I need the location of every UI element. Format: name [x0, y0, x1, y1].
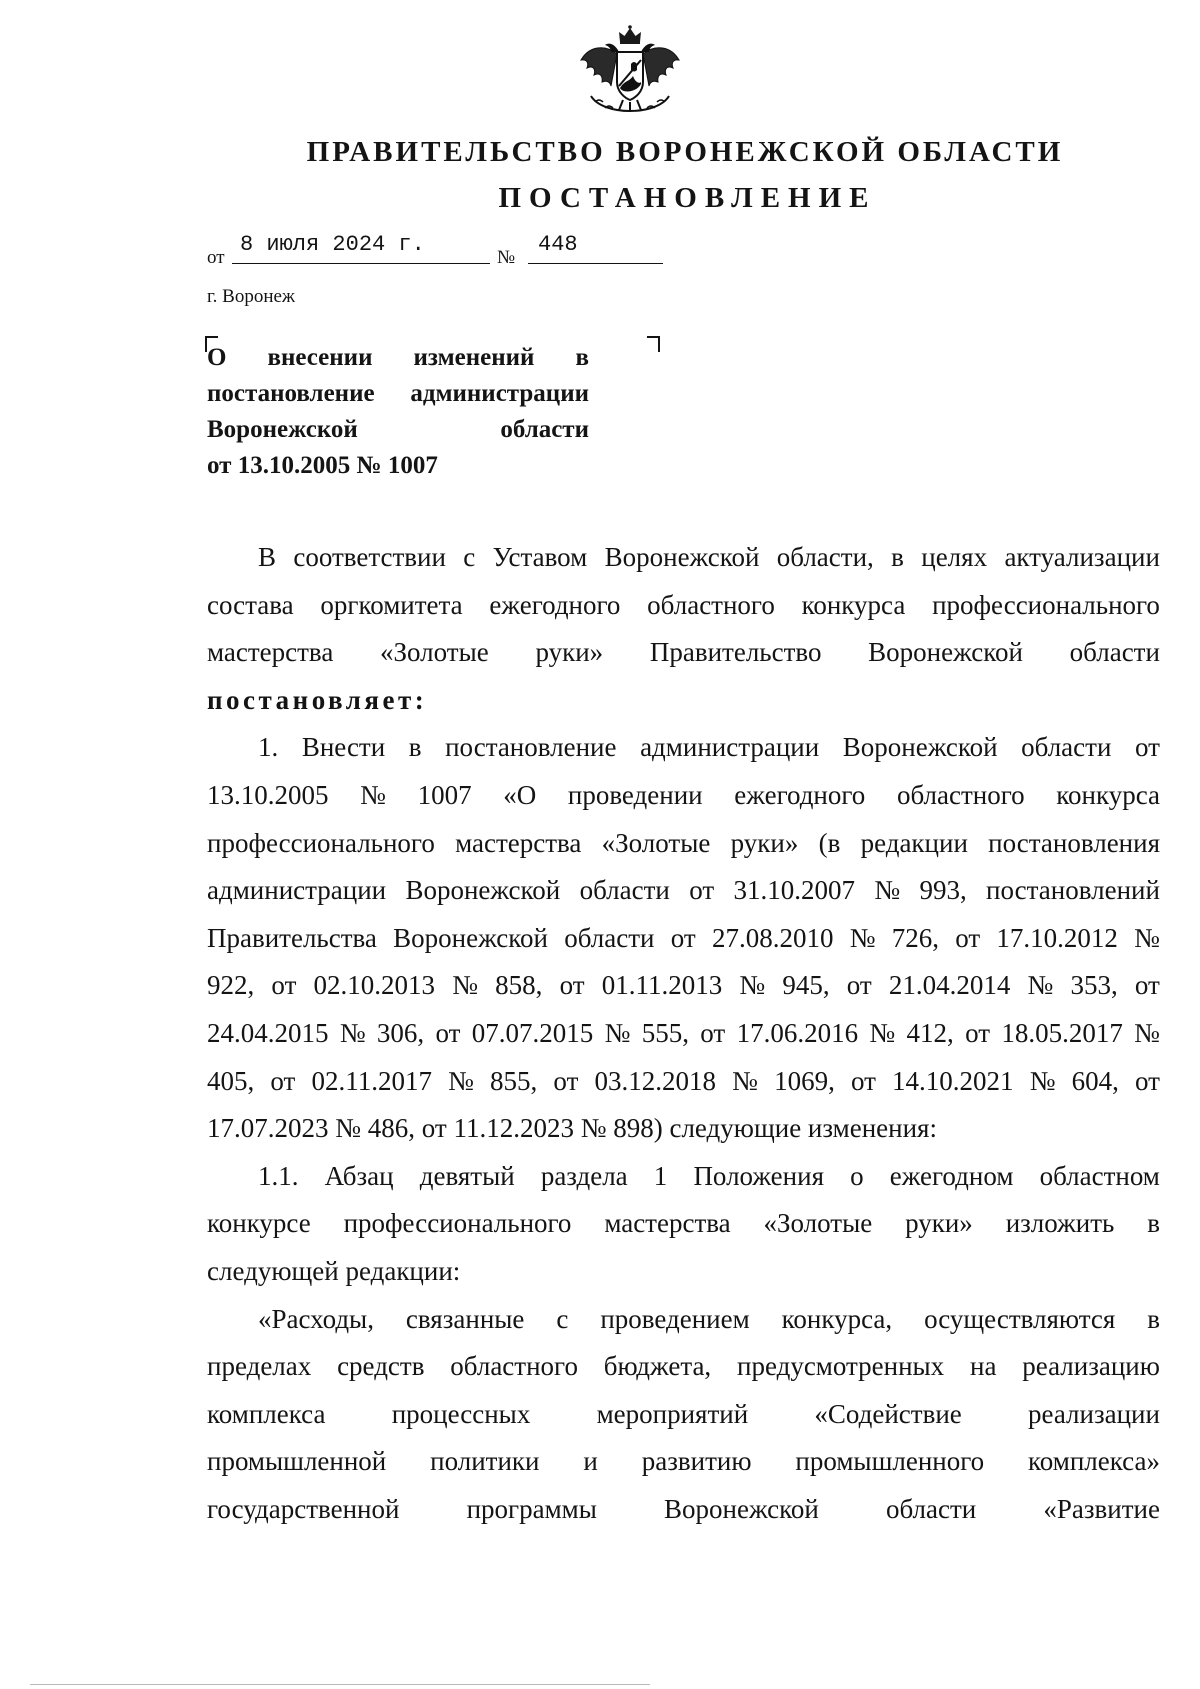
- word: от: [435, 1017, 461, 1048]
- word: и: [583, 1446, 598, 1477]
- word: профессионального: [343, 1208, 572, 1239]
- word: государственной: [207, 1493, 400, 1524]
- word: №: [874, 875, 901, 906]
- word: №: [869, 1017, 896, 1048]
- word: 858,: [495, 970, 543, 1001]
- word: реализацию: [1022, 1351, 1160, 1382]
- word: от: [270, 1065, 296, 1096]
- word: №: [1027, 970, 1054, 1001]
- word: с: [463, 542, 476, 572]
- decree-word: постановляет:: [207, 684, 428, 715]
- word: 17.10.2012: [996, 922, 1118, 953]
- word: целях: [921, 542, 988, 572]
- word: Внести: [301, 732, 386, 763]
- word: мастерства: [455, 827, 582, 858]
- word: от: [846, 970, 872, 1001]
- word: области: [500, 416, 589, 443]
- word: 02.10.2013: [313, 970, 436, 1001]
- word: О: [207, 344, 227, 371]
- word: «Золотые: [763, 1208, 873, 1239]
- word: состава: [207, 589, 294, 620]
- word: областном: [1039, 1160, 1160, 1191]
- document-number: 448: [538, 232, 578, 257]
- document-type: ПОСТАНОВЛЕНИЕ: [498, 182, 877, 214]
- word: в: [408, 732, 422, 763]
- word: в: [1147, 1208, 1160, 1239]
- p4-line-5: [207, 1486, 1160, 1534]
- word: руки»: [535, 637, 604, 668]
- p2-line-6: [207, 962, 1160, 1010]
- word: средств: [337, 1351, 425, 1382]
- word: Абзац: [324, 1160, 394, 1191]
- word: администрации: [207, 875, 387, 906]
- word: 555,: [641, 1017, 689, 1048]
- word: бюджета,: [603, 1351, 712, 1382]
- word: профессионального: [932, 589, 1160, 620]
- word: 1.: [258, 732, 279, 763]
- word: (в: [818, 827, 841, 858]
- word: №: [339, 1017, 366, 1048]
- word: от: [1134, 970, 1160, 1001]
- word: Воронежской: [405, 875, 561, 906]
- word: от: [553, 1065, 579, 1096]
- word: конкурса: [1056, 779, 1160, 810]
- scan-edge-line: [30, 1684, 650, 1685]
- word: от: [1134, 732, 1160, 763]
- word: Воронежской: [207, 416, 358, 443]
- word: «Золотые: [380, 637, 489, 668]
- word: Воронежской: [393, 922, 548, 953]
- word: мастерства: [207, 637, 334, 668]
- word: профессионального: [207, 827, 435, 858]
- word: развитию: [641, 1446, 752, 1477]
- word: ежегодном: [889, 1160, 1014, 1191]
- word: №: [849, 922, 876, 953]
- word: редакции: [860, 827, 968, 858]
- word: Положения: [693, 1160, 824, 1191]
- word: руки»: [905, 1208, 973, 1239]
- word: 14.10.2021: [892, 1065, 1014, 1096]
- word: конкурса: [801, 589, 906, 620]
- word: области: [885, 1493, 977, 1524]
- word: области: [1021, 732, 1112, 763]
- word: внесении: [267, 344, 373, 371]
- word: 31.10.2007: [733, 875, 855, 906]
- p4-line-2: [207, 1343, 1160, 1391]
- word: реализации: [1028, 1398, 1160, 1429]
- word: 03.12.2018: [594, 1065, 717, 1096]
- word: администрации: [640, 732, 820, 763]
- word: с: [556, 1303, 569, 1334]
- word: «Содействие: [814, 1398, 962, 1429]
- city: г. Воронеж: [207, 286, 296, 307]
- word: от: [1134, 1065, 1160, 1096]
- word: постановление: [445, 732, 617, 763]
- document-body: [207, 534, 1160, 1533]
- word: на: [970, 1351, 997, 1382]
- p1-line-1: [207, 534, 1160, 582]
- word: 1.1.: [258, 1160, 299, 1191]
- government-title: ПРАВИТЕЛЬСТВО ВОРОНЕЖСКОЙ ОБЛАСТИ: [306, 136, 1064, 168]
- word: №: [1029, 1065, 1056, 1096]
- document-date: 8 июля 2024 г.: [240, 232, 425, 257]
- word: от: [559, 970, 585, 1001]
- word: от: [689, 875, 715, 906]
- word: 412,: [906, 1017, 954, 1048]
- date-underline: [232, 263, 490, 264]
- word: 353,: [1070, 970, 1118, 1001]
- word: «Расходы,: [258, 1303, 374, 1334]
- word: №: [1134, 922, 1160, 953]
- subject-line-4: от 13.10.2005 № 1007: [207, 452, 438, 479]
- word: В: [258, 542, 277, 572]
- word: от: [670, 922, 696, 953]
- p1-line-3: [207, 629, 1160, 677]
- p3-line-3: следующей редакции:: [207, 1255, 461, 1286]
- word: 07.07.2015: [471, 1017, 594, 1048]
- word: Правительство: [649, 637, 822, 668]
- word: Уставом: [492, 542, 588, 572]
- word: конкурса,: [781, 1303, 893, 1334]
- word: «О: [503, 779, 537, 810]
- word: пределах: [207, 1351, 312, 1382]
- word: постановления: [988, 827, 1160, 858]
- word: девятый: [419, 1160, 515, 1191]
- word: 1069,: [774, 1065, 835, 1096]
- word: мастерства: [604, 1208, 731, 1239]
- word: 18.05.2017: [1001, 1017, 1123, 1048]
- word: актуализации: [1004, 542, 1160, 572]
- word: руки»: [730, 827, 799, 858]
- word: от: [700, 1017, 726, 1048]
- p2-line-7: [207, 1010, 1160, 1058]
- word: 1007: [417, 779, 472, 810]
- word: связанные: [405, 1303, 525, 1334]
- word: соответствии: [293, 542, 446, 572]
- p2-line-9: 17.07.2023 № 486, от 11.12.2023 № 898) следующие изменения:: [207, 1113, 937, 1144]
- word: изложить: [1005, 1208, 1115, 1239]
- word: области: [579, 875, 670, 906]
- word: областного: [450, 1351, 578, 1382]
- word: 922,: [207, 970, 255, 1001]
- word: «Развитие: [1043, 1493, 1160, 1524]
- word: от: [955, 922, 981, 953]
- subject-line-1: [207, 340, 589, 376]
- word: раздела: [540, 1160, 628, 1191]
- word: мероприятий: [596, 1398, 749, 1429]
- word: области,: [776, 542, 874, 572]
- word: от: [965, 1017, 991, 1048]
- p4-line-4: [207, 1438, 1160, 1486]
- word: ежегодного: [489, 589, 621, 620]
- p2-line-8: [207, 1058, 1160, 1106]
- word: постановлений: [986, 875, 1160, 906]
- word: процессных: [391, 1398, 531, 1429]
- word: в: [575, 344, 589, 371]
- p4-line-3: [207, 1391, 1160, 1439]
- word: 24.04.2015: [207, 1017, 329, 1048]
- word: области: [564, 922, 655, 953]
- word: 02.11.2017: [311, 1065, 432, 1096]
- word: Воронежской: [842, 732, 998, 763]
- word: 17.06.2016: [736, 1017, 859, 1048]
- word: №: [604, 1017, 631, 1048]
- p2-line-4: [207, 867, 1160, 915]
- p3-line-1: [207, 1153, 1160, 1201]
- number-label: №: [497, 247, 516, 268]
- word: политики: [430, 1446, 540, 1477]
- word: комплекса»: [1028, 1446, 1160, 1477]
- subject-line-2: [207, 376, 589, 412]
- word: в: [891, 542, 904, 572]
- coat-of-arms-icon: [575, 24, 685, 122]
- subject-line-3: [207, 412, 589, 448]
- word: от: [850, 1065, 876, 1096]
- word: комплекса: [207, 1398, 326, 1429]
- word: о: [850, 1160, 864, 1191]
- word: изменений: [413, 344, 535, 371]
- word: №: [452, 970, 478, 1001]
- word: проведении: [567, 779, 703, 810]
- word: 27.08.2010: [711, 922, 834, 953]
- word: 945,: [782, 970, 830, 1001]
- word: №: [732, 1065, 758, 1096]
- word: области: [1069, 637, 1160, 668]
- word: постановление: [207, 380, 375, 407]
- word: №: [739, 970, 766, 1001]
- word: 13.10.2005: [207, 779, 329, 810]
- word: проведением: [600, 1303, 750, 1334]
- word: 993,: [919, 875, 967, 906]
- p1-line-2: [207, 582, 1160, 630]
- word: Воронежской: [604, 542, 760, 572]
- word: «Золотые: [601, 827, 711, 858]
- p2-line-2: [207, 772, 1160, 820]
- word: от: [271, 970, 297, 1001]
- word: в: [1147, 1303, 1160, 1334]
- p3-line-2: [207, 1200, 1160, 1248]
- word: 405,: [207, 1065, 255, 1096]
- word: 726,: [891, 922, 939, 953]
- p2-line-1: [207, 724, 1160, 772]
- word: Воронежской: [664, 1493, 819, 1524]
- word: областного: [647, 589, 775, 620]
- word: 1: [653, 1160, 668, 1191]
- word: областного: [896, 779, 1025, 810]
- word: №: [448, 1065, 474, 1096]
- word: №: [1134, 1017, 1160, 1048]
- word: конкурсе: [207, 1208, 311, 1239]
- word: промышленного: [795, 1446, 985, 1477]
- word: 306,: [376, 1017, 425, 1048]
- word: осуществляются: [924, 1303, 1116, 1334]
- document-subject: [207, 340, 589, 484]
- word: предусмотренных: [737, 1351, 945, 1382]
- word: промышленной: [207, 1446, 387, 1477]
- word: Правительства: [207, 922, 377, 953]
- word: 01.11.2013: [601, 970, 723, 1001]
- word: Воронежской: [868, 637, 1023, 668]
- p4-line-1: [207, 1296, 1160, 1344]
- word: оргкомитета: [320, 589, 463, 620]
- p2-line-5: [207, 915, 1160, 963]
- corner-bracket-right: [647, 336, 660, 352]
- word: 855,: [490, 1065, 538, 1096]
- word: 21.04.2014: [888, 970, 1011, 1001]
- word: 604,: [1071, 1065, 1119, 1096]
- word: №: [360, 779, 386, 810]
- word: программы: [466, 1493, 597, 1524]
- word: ежегодного: [734, 779, 866, 810]
- number-underline: [528, 263, 663, 264]
- date-from-label: от: [207, 247, 225, 268]
- p2-line-3: [207, 820, 1160, 868]
- word: администрации: [410, 380, 589, 407]
